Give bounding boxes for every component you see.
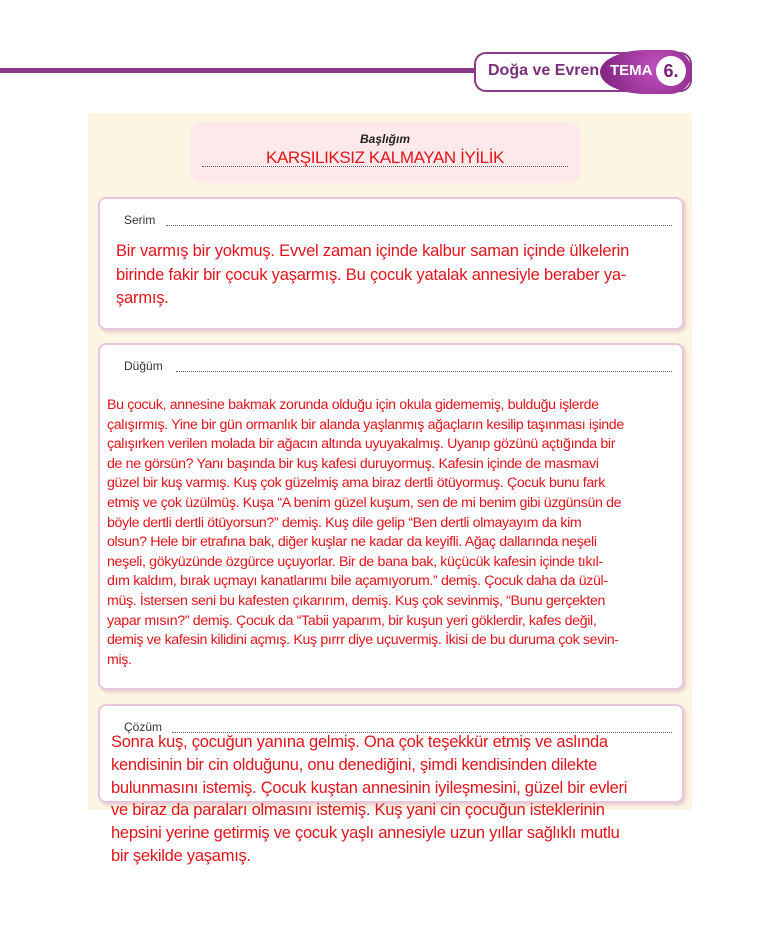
dugum-dotted-line bbox=[176, 371, 672, 372]
text-line: böyle dertli dertli ötüyorsun?” demiş. Kuş dile gelip “Ben dertli olmayayım da kim bbox=[107, 514, 582, 531]
dugum-text bbox=[107, 396, 624, 670]
text-line: hepsini yerine getirmiş ve çocuk yaşlı annesiyle uzun yıllar sağlıklı mutlu bbox=[111, 824, 620, 843]
text-line: Sonra kuş, çocuğun yanına gelmiş. Ona çok teşekkür etmiş ve aslında bbox=[111, 733, 608, 751]
cozum-text bbox=[111, 731, 627, 868]
tema-number: 6. bbox=[656, 56, 686, 86]
serim-text bbox=[116, 240, 629, 311]
title-box bbox=[190, 122, 580, 183]
text-line: bulunmasını istemiş. Çocuk kuştan annesinin iyileşmesini, güzel bir evleri bbox=[111, 778, 628, 797]
text-line: Bu çocuk, annesine bakmak zorunda olduğu için okula gidememiş, bulduğu işlerde bbox=[107, 397, 599, 413]
text-line: etmiş ve çok üzülmüş. Kuşa “A benim güzel kuşum, sen de mi benim gibi üzgünsün de bbox=[107, 494, 622, 511]
serim-label: Serim bbox=[124, 213, 156, 227]
text-line: neşeli, gökyüzünde özgürce uçuyorlar. Bir de bana bak, küçücük kafesin içinde tıkıl- bbox=[107, 553, 603, 570]
text-line: çalışırmış. Yine bir gün ormanlık bir alanda yaşlanmış ağaçların kesilip taşınması işinde bbox=[107, 416, 624, 433]
text-line: şarmış. bbox=[116, 289, 169, 307]
text-line: olsun? Hele bir etrafına bak, diğer kuşlar ne kadar da keyifli. Ağaç dallarında neşeli bbox=[107, 534, 597, 551]
theme-badge bbox=[474, 52, 692, 92]
text-line: kendisinin bir cin olduğunu, onu denediğini, şimdi kendisinden dilekte bbox=[111, 755, 598, 774]
text-line: dım kaldım, bırak uçmayı kanatlarımı bile açamıyorum.” demiş. Çocuk daha da üzül- bbox=[107, 573, 608, 590]
title-label: Başlığım bbox=[359, 132, 410, 146]
text-line: de ne görsün? Yanı başında bir kuş kafesi duruyormuş. Kafesin içinde de masmavi bbox=[107, 455, 599, 472]
serim-dotted-line bbox=[166, 225, 672, 226]
header-rule bbox=[0, 68, 480, 73]
tema-pill bbox=[600, 50, 692, 94]
text-line: demiş ve kafesin kilidini açmış. Kuş pırrr diye uçuvermiş. İkisi de bu duruma çok sevin- bbox=[107, 632, 619, 649]
text-line: birinde fakir bir çocuk yaşarmış. Bu çocuk yatalak annesiyle beraber ya- bbox=[116, 265, 627, 284]
dugum-label: Düğüm bbox=[124, 359, 163, 373]
cozum-label: Çözüm bbox=[124, 720, 163, 734]
tema-label: TEMA bbox=[610, 62, 653, 79]
unit-label: Doğa ve Evren bbox=[488, 62, 600, 79]
text-line: bir şekilde yaşamış. bbox=[111, 846, 251, 865]
text-line: müş. İstersen seni bu kafesten çıkarırım, demiş. Kuş çok sevinmiş, “Bunu gerçekten bbox=[107, 592, 606, 609]
story-title: KARŞILIKSIZ KALMAYAN İYİLİK bbox=[266, 148, 504, 167]
text-line: yapar mısın?” demiş. Çocuk da “Tabii yaparım, bir kuşun yeri göklerdir, kafes değil, bbox=[107, 612, 597, 629]
text-line: güzel bir kuş varmış. Kuş çok güzelmiş ama biraz dertli ötüyormuş. Çocuk bunu fark bbox=[107, 475, 606, 492]
text-line: ve biraz da paraları olmasını istemiş. Kuş yani cin çocuğun isteklerinin bbox=[111, 801, 605, 820]
text-line: çalışırken verilen molada bir ağacın altında uyuyakalmış. Uyanıp gözünü açtığında bir bbox=[107, 436, 616, 453]
text-line: miş. bbox=[107, 651, 132, 668]
text-line: Bir varmış bir yokmuş. Evvel zaman içinde kalbur saman içinde ülkelerin bbox=[116, 242, 630, 260]
